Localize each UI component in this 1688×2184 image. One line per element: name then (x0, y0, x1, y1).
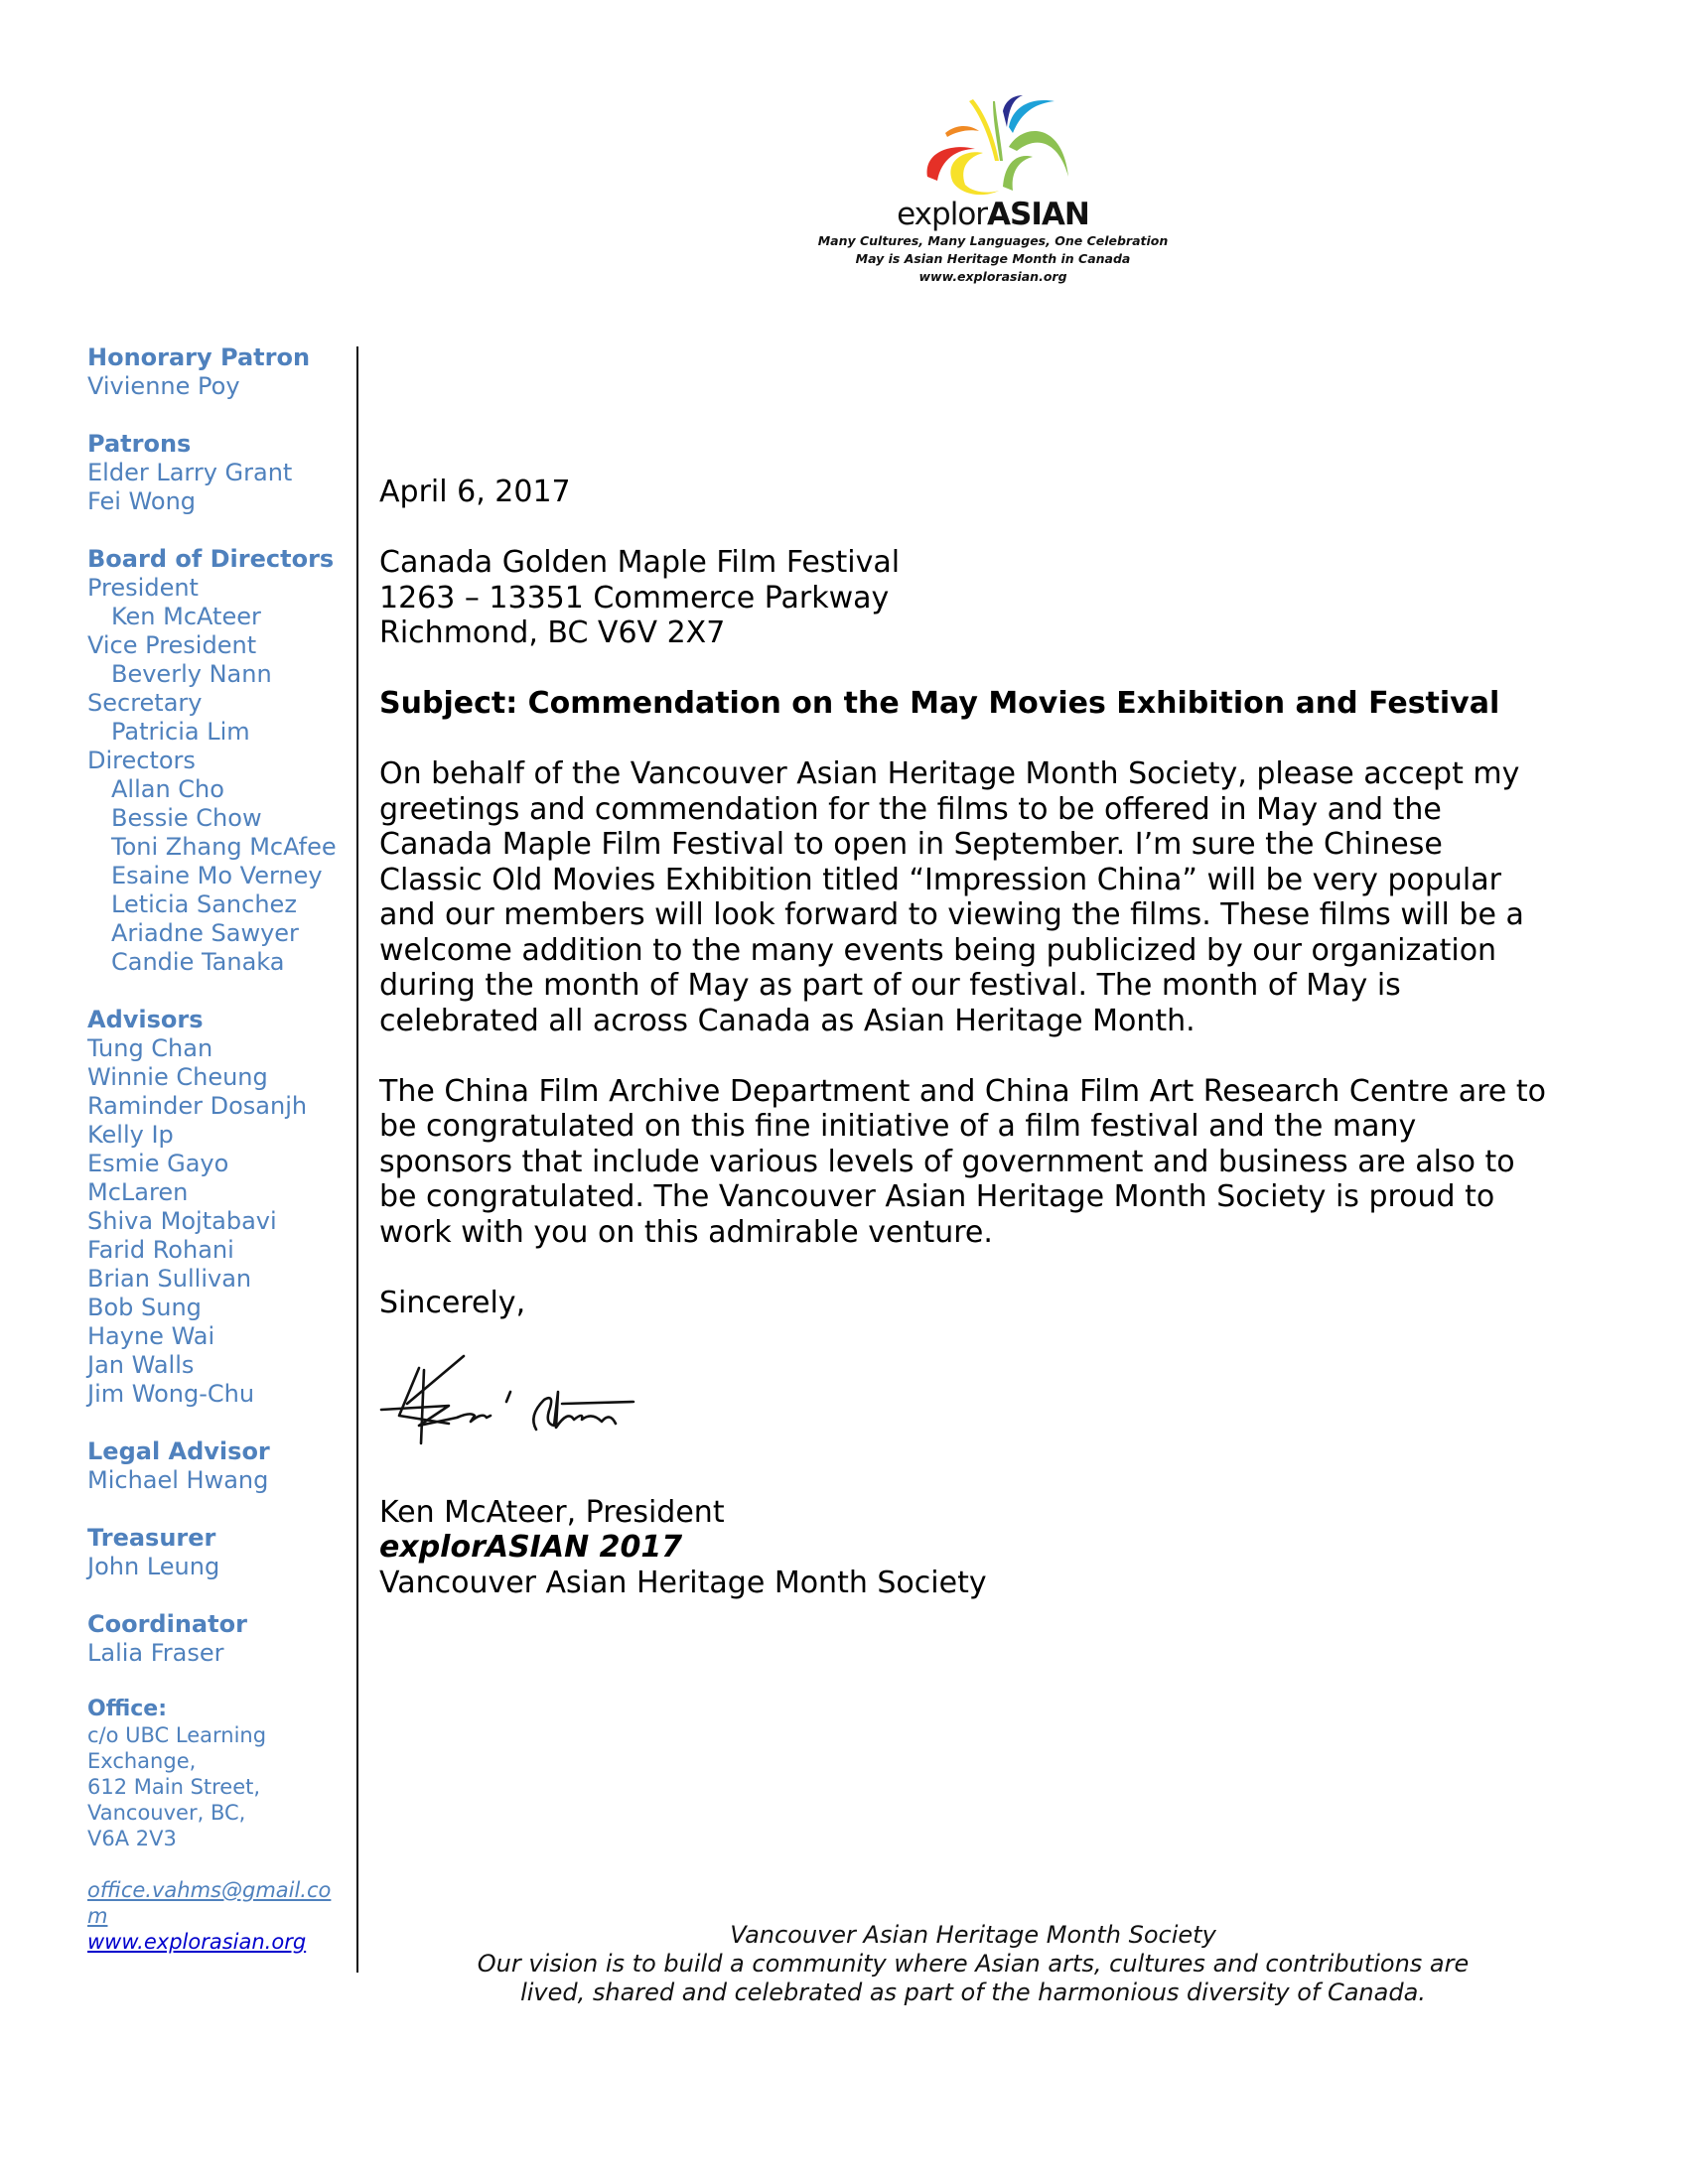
address-line: Exchange, (87, 1749, 197, 1773)
section-heading: Patrons (87, 430, 192, 458)
person-name: Vivienne Poy (87, 372, 240, 400)
letter-paragraph: On behalf of the Vancouver Asian Heritage Month Society, please accept my greetings and commendation for the films to be offered in May and the Canada Maple Film Festival to open in September. I’m sure the Chinese Classic Old Movies Exhibition titled “Impression China” will be very popular and our members will look forward to viewing the films. These films will be a welcome addition to the many events being publicized by our organization during the month of May as part of our festival. The month of May is celebrated all across Canada as Asian Heritage Month. (379, 756, 1524, 1038)
recipient-line: Richmond, BC V6V 2X7 (379, 615, 726, 650)
role-label: Vice President (87, 631, 257, 659)
contact-links (87, 1877, 355, 1955)
address-line: c/o UBC Learning (87, 1723, 267, 1747)
person-name: Allan Cho (111, 775, 224, 803)
person-name: Leticia Sanchez (111, 890, 297, 918)
logo-url: www.explorasian.org (918, 269, 1067, 284)
signature-icon (379, 1346, 717, 1455)
logo-wordmark: explorASIAN (897, 197, 1089, 232)
person-name: Toni Zhang McAfee (111, 833, 337, 861)
signer-name: Ken McAteer, President (379, 1494, 725, 1530)
role-label: Secretary (87, 689, 203, 717)
person-name: Ariadne Sawyer (111, 919, 299, 947)
section-heading: Coordinator (87, 1610, 247, 1638)
letter-paragraph: The China Film Archive Department and China Film Art Research Centre are to be congratulated on this fine initiative of a film festival and the many sponsors that include various levels of government and business are also to be congratulated. The Vancouver Asian Heritage Month Society is proud to work with you on this admirable venture. (379, 1073, 1546, 1250)
email-link[interactable]: office.vahms@gmail.com (87, 1878, 332, 1928)
letter-subject: Subject: Commendation on the May Movies Exhibition and Festival (379, 686, 1500, 721)
logo-tagline-2: May is Asian Heritage Month in Canada (855, 251, 1131, 266)
board-section (87, 545, 355, 977)
section-heading: Office: (87, 1697, 167, 1721)
patrons-section (87, 430, 355, 516)
person-name: Bob Sung (87, 1294, 202, 1321)
person-name: Jim Wong-Chu (87, 1380, 255, 1408)
sidebar-letterhead (87, 343, 355, 1955)
signer-organization: explorASIAN 2017 (379, 1530, 683, 1565)
legal-advisor-section (87, 1437, 355, 1495)
footer-org: Vancouver Asian Heritage Month Society (730, 1921, 1216, 1949)
website-link[interactable]: www.explorasian.org (87, 1930, 307, 1954)
section-heading: Board of Directors (87, 545, 335, 573)
recipient-address (379, 545, 1551, 651)
person-name: Jan Walls (87, 1351, 195, 1379)
person-name: Esmie Gayo (87, 1150, 229, 1177)
role-label: President (87, 574, 199, 602)
person-name: Bessie Chow (111, 804, 262, 832)
letter-date: April 6, 2017 (379, 475, 571, 509)
person-name: Fei Wong (87, 487, 197, 515)
person-name: Winnie Cheung (87, 1063, 268, 1091)
person-name: Michael Hwang (87, 1466, 269, 1494)
address-line: V6A 2V3 (87, 1827, 177, 1850)
person-name: Elder Larry Grant (87, 459, 293, 486)
logo-tagline-1: Many Cultures, Many Languages, One Celebration (817, 233, 1169, 248)
address-line: Vancouver, BC, (87, 1801, 246, 1825)
handwritten-signature (379, 1346, 1551, 1495)
person-name: Raminder Dosanjh (87, 1092, 308, 1120)
advisors-section (87, 1006, 355, 1409)
person-name: Shiva Mojtabavi (87, 1207, 277, 1235)
recipient-line: 1263 – 13351 Commerce Parkway (379, 580, 890, 615)
footer-vision: Our vision is to build a community where Asian arts, cultures and contributions are lived, shared and celebrated as part of the harmonious diversity of Canada. (477, 1950, 1470, 2006)
explorasian-logo (814, 91, 1172, 286)
person-name: John Leung (87, 1553, 220, 1580)
person-name: Brian Sullivan (87, 1265, 252, 1293)
section-heading: Advisors (87, 1006, 204, 1033)
role-label: Directors (87, 747, 196, 774)
address-line: 612 Main Street, (87, 1775, 261, 1799)
flower-burst-logo-icon (914, 91, 1072, 201)
person-name: Esaine Mo Verney (111, 862, 323, 889)
person-name: Lalia Fraser (87, 1639, 224, 1667)
footer (467, 1921, 1479, 2007)
person-name: McLaren (87, 1178, 189, 1206)
person-name: Farid Rohani (87, 1236, 234, 1264)
letter-closing: Sincerely, (379, 1285, 526, 1320)
person-name: Hayne Wai (87, 1322, 215, 1350)
signer-block (379, 1495, 1551, 1601)
person-name: Beverly Nann (111, 660, 272, 688)
section-heading: Honorary Patron (87, 343, 311, 371)
person-name: Candie Tanaka (111, 948, 285, 976)
recipient-line: Canada Golden Maple Film Festival (379, 545, 901, 580)
signer-society: Vancouver Asian Heritage Month Society (379, 1565, 987, 1600)
letter-body (379, 475, 1551, 1600)
coordinator-section (87, 1610, 355, 1668)
section-heading: Treasurer (87, 1524, 216, 1552)
person-name: Patricia Lim (111, 718, 250, 746)
person-name: Tung Chan (87, 1034, 213, 1062)
person-name: Ken McAteer (111, 603, 261, 630)
honorary-patron-section (87, 343, 355, 401)
office-address (87, 1697, 355, 1851)
vertical-divider (356, 346, 358, 1973)
person-name: Kelly Ip (87, 1121, 174, 1149)
treasurer-section (87, 1524, 355, 1581)
section-heading: Legal Advisor (87, 1437, 270, 1465)
